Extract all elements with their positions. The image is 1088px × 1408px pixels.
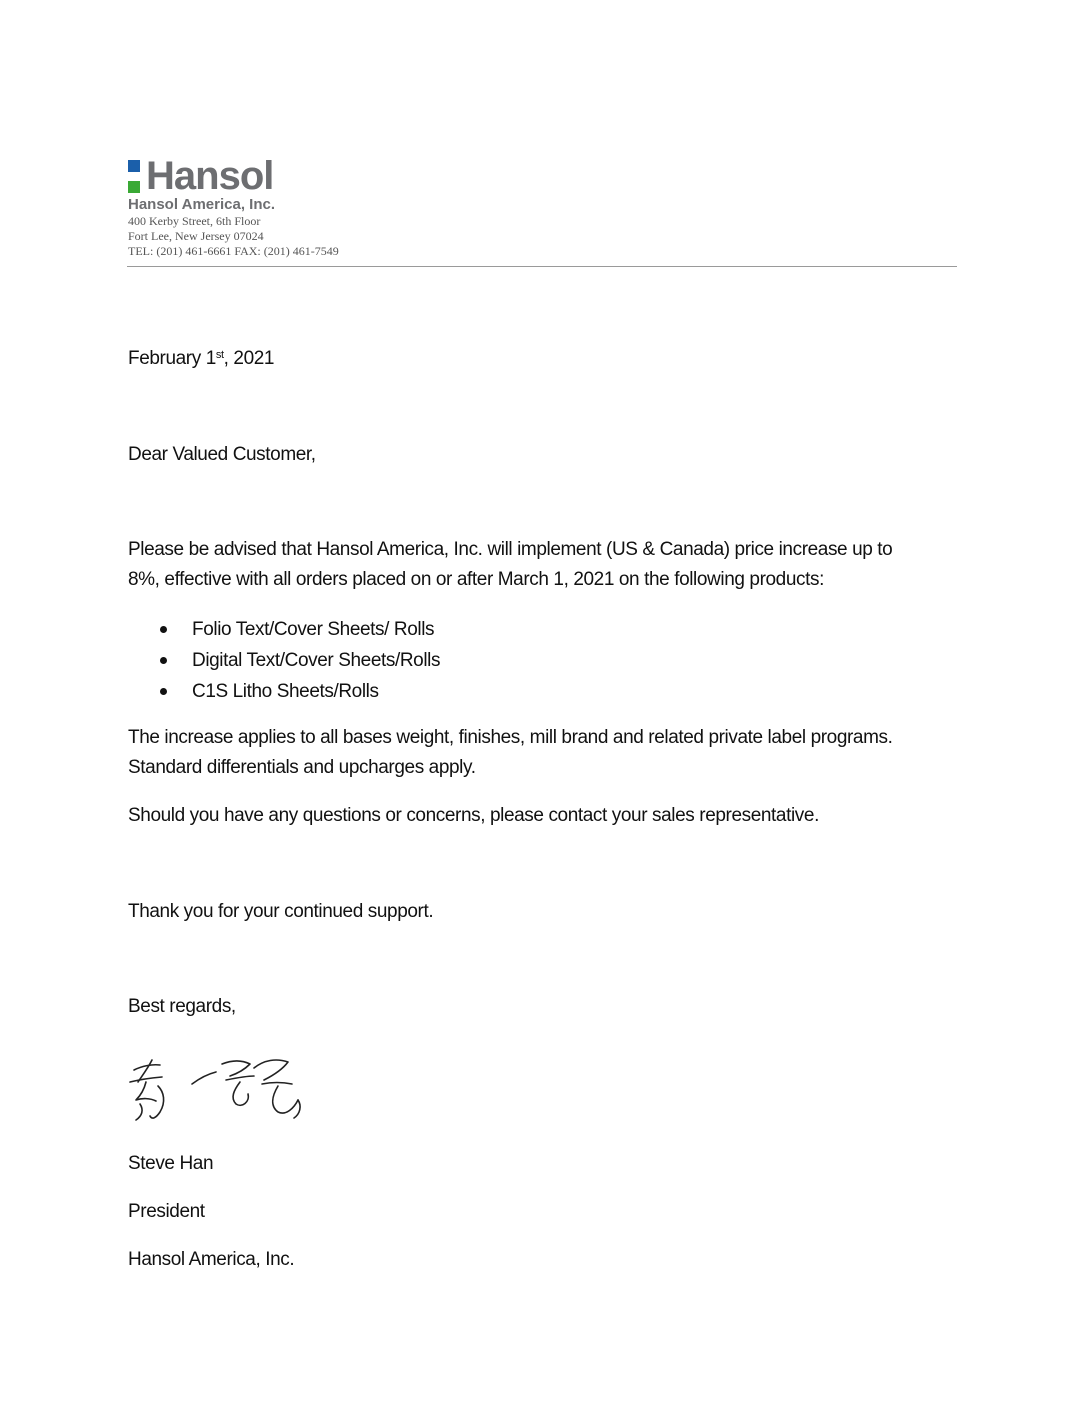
letterhead [128, 154, 339, 259]
closing: Best regards, [128, 996, 236, 1017]
logo-wordmark: Hansol [146, 154, 274, 198]
company-logo [128, 154, 339, 198]
signer-company: Hansol America, Inc. [128, 1249, 295, 1270]
bullet-icon [160, 688, 167, 695]
handwritten-signature [122, 1046, 312, 1126]
signer-title: President [128, 1201, 205, 1222]
product-item: C1S Litho Sheets/Rolls [160, 676, 440, 707]
intro-line-2: 8%, effective with all orders placed on or after March 1, 2021 on the following products: [128, 569, 824, 590]
logo-mark-icon [128, 160, 140, 193]
contact-paragraph: Should you have any questions or concerns, please contact your sales representative. [128, 805, 819, 826]
address-line-street: 400 Kerby Street, 6th Floor [128, 214, 261, 228]
bullet-icon [160, 657, 167, 664]
product-item: Folio Text/Cover Sheets/ Rolls [160, 614, 440, 645]
product-item: Digital Text/Cover Sheets/Rolls [160, 645, 440, 676]
scope-line-2: Standard differentials and upcharges apply. [128, 757, 476, 778]
intro-paragraph [128, 535, 892, 595]
letterhead-divider [127, 266, 957, 267]
intro-line-1: Please be advised that Hansol America, Inc. will implement (US & Canada) price increase up to [128, 539, 893, 560]
address-line-city: Fort Lee, New Jersey 07024 [128, 229, 264, 243]
address-line-phone-fax: TEL: (201) 461-6661 FAX: (201) 461-7549 [128, 244, 339, 258]
thanks-line: Thank you for your continued support. [128, 901, 434, 922]
salutation: Dear Valued Customer, [128, 444, 316, 465]
bullet-icon [160, 626, 167, 633]
scope-paragraph [128, 723, 893, 783]
signer-name: Steve Han [128, 1153, 214, 1174]
letterhead-company-name: Hansol America, Inc. [128, 196, 275, 213]
letter-date: February 1st, 2021 [128, 348, 275, 369]
product-list [160, 614, 440, 707]
scope-line-1: The increase applies to all bases weight, finishes, mill brand and related private label programs. [128, 727, 893, 748]
